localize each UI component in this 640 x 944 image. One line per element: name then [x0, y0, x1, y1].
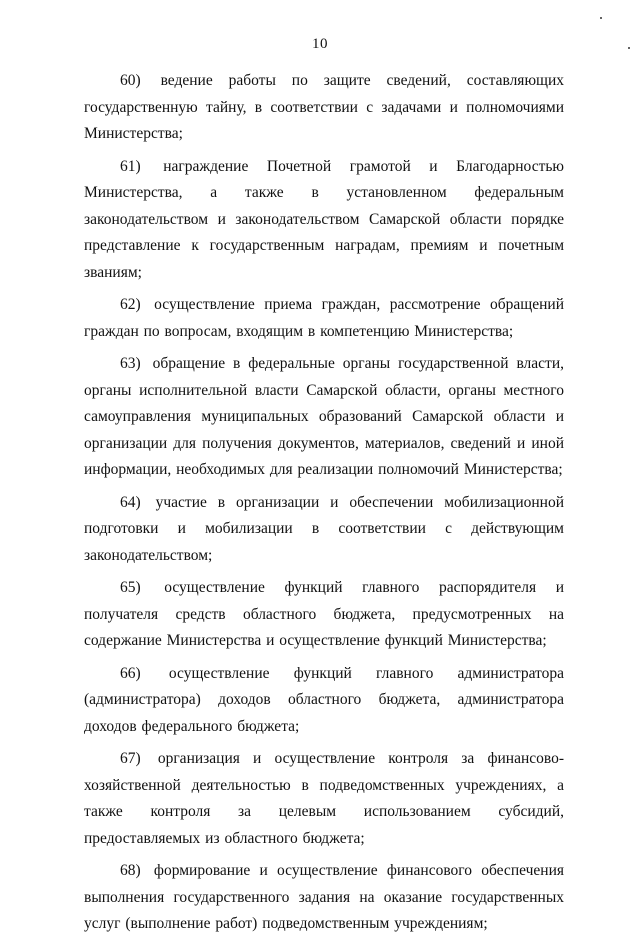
list-item — [84, 154, 564, 287]
list-item — [84, 490, 564, 570]
list-item — [84, 351, 564, 484]
item-number: 62) — [120, 296, 141, 313]
list-item — [84, 746, 564, 852]
item-number: 64) — [120, 493, 141, 511]
item-text: обращение в федеральные органы государственной власти, органы исполнительной власти Самарской области, органы местного самоуправления муниципальных образований Самарской области и организации для получения документов, материалов, сведений и иной информации, необходимых для реализации полномочий Министерства; — [84, 355, 564, 478]
item-number: 68) — [120, 862, 141, 879]
item-text: организация и осуществление контроля за финансово-хозяйственной деятельностью в подведомственных учреждениях, а также контроля за целевым использованием субсидий, предоставляемых из областного бюджета; — [84, 750, 565, 847]
list-item — [84, 858, 564, 938]
item-text: ведение работы по защите сведений, составляющих государственную тайну, в соответствии с задачами и полномочиями Министерства; — [84, 72, 564, 142]
item-number: 63) — [120, 355, 141, 372]
item-number: 67) — [120, 750, 141, 767]
document-body — [84, 68, 564, 944]
item-number: 60) — [120, 72, 141, 89]
list-item — [84, 68, 564, 148]
item-text: осуществление функций главного распорядителя и получателя средств областного бюджета, предусмотренных на содержание Министерства и осуществление функций Министерства; — [84, 579, 564, 649]
item-number: 65) — [120, 579, 141, 596]
item-text: награждение Почетной грамотой и Благодарностью Министерства, а также в установленном федеральным законодательством и законодательством Самарской области порядке представление к государственным наградам, премиям и почетным званиям; — [84, 157, 564, 281]
item-number: 61) — [120, 157, 141, 175]
item-text: формирование и осуществление финансового обеспечения выполнения государственного задания на оказание государственных услуг (выполнение работ) подведомственным учреждениям; — [84, 862, 564, 932]
item-number: 66) — [120, 664, 141, 682]
list-item — [84, 661, 564, 741]
item-text: участие в организации и обеспечении мобилизационной подготовки и мобилизации в соответствии с действующим законодательством; — [84, 493, 564, 564]
scan-speck — [600, 17, 602, 19]
item-text: осуществление приема граждан, рассмотрение обращений граждан по вопросам, входящим в компетенцию Министерства; — [84, 296, 564, 340]
list-item — [84, 292, 564, 345]
list-item — [84, 575, 564, 655]
page-number: 10 — [312, 36, 328, 52]
item-text: осуществление функций главного администратора (администратора) доходов областного бюджета, администратора доходов федерального бюджета; — [84, 664, 565, 735]
